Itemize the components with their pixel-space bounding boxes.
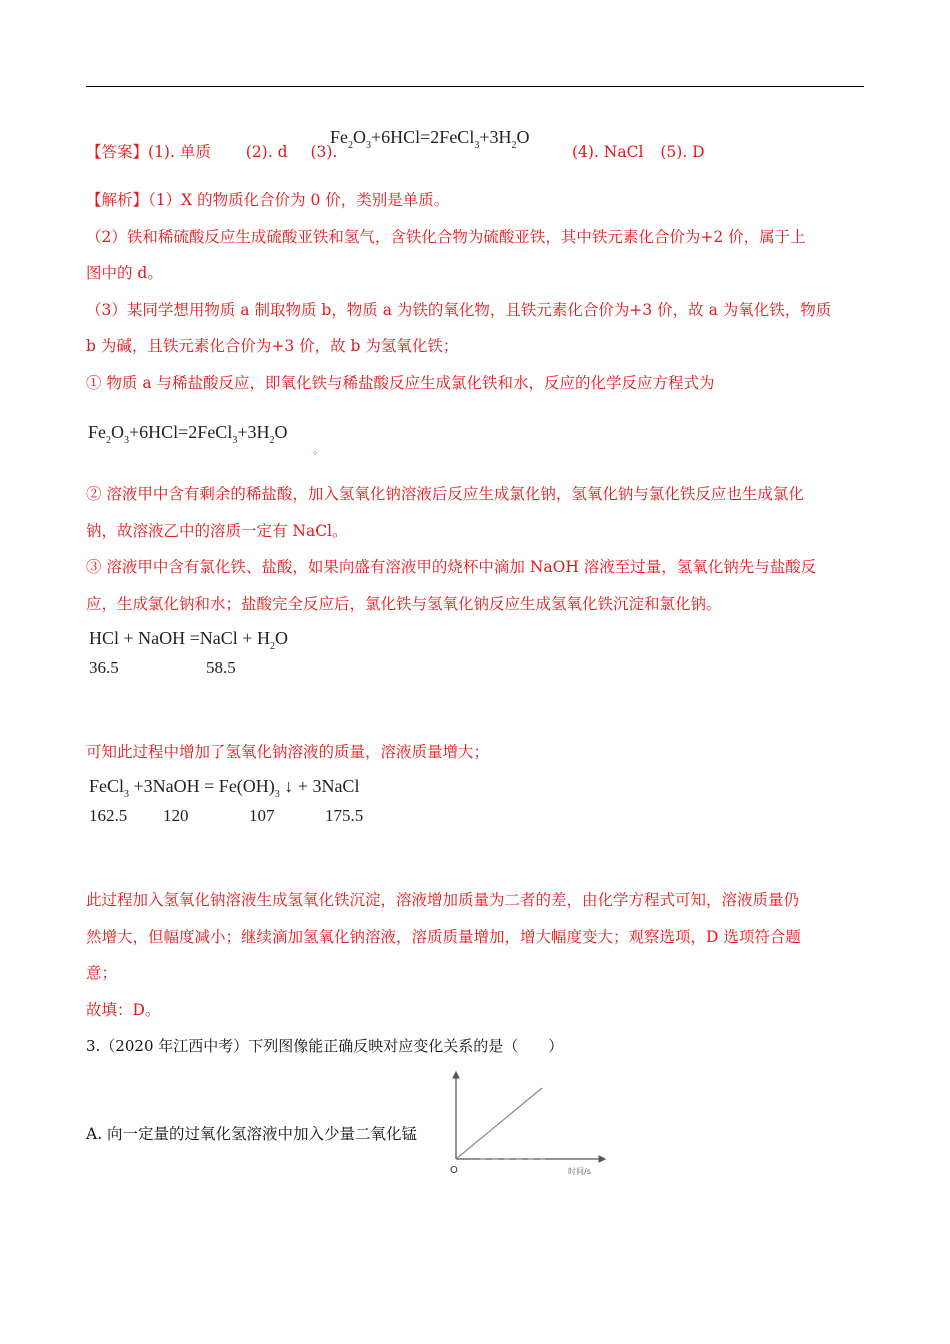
explanation-line-6: ① 物质 a 与稀盐酸反应，即氧化铁与稀盐酸反应生成氯化铁和水，反应的化学反应方程式为: [86, 374, 715, 392]
equation-fecl3-naoh: FeCl$_3$ +3NaOH = $Fe(OH)_3$ ↓ + 3NaCl: [89, 776, 360, 800]
explanation-line-9: ③ 溶液甲中含有氯化铁、盐酸，如果向盛有溶液甲的烧杯中滴加 NaOH 溶液至过量，氢氧化钠先与盐酸反: [86, 558, 817, 576]
equation-period: 。: [313, 443, 324, 456]
answer-part-2: (2). d: [245, 143, 288, 161]
explanation-line-8: 钠，故溶液乙中的溶质一定有 NaCl。: [86, 522, 348, 540]
explanation-line-13: 然增大，但幅度减小；继续滴加氢氧化钠溶液，溶质质量增加，增大幅度变大；观察选项，D 选项符合题: [86, 928, 801, 946]
option-a-graph: [440, 1064, 615, 1184]
graph-x-label: 时间/s: [568, 1167, 591, 1176]
question-stem: 3.（2020 年江西中考）下列图像能正确反映对应变化关系的是（ ）: [86, 1037, 564, 1055]
graph-origin: O: [450, 1165, 458, 1176]
header-rule: [86, 86, 864, 87]
mass-nacl: 58.5: [206, 658, 236, 677]
question-option-a: A. 向一定量的过氧化氢溶液中加入少量二氧化锰: [86, 1125, 418, 1143]
explanation-line-12: 此过程加入氢氧化钠溶液生成氢氧化铁沉淀，溶液增加质量为二者的差，由化学方程式可知，溶液质量仍: [86, 891, 800, 909]
explanation-line-15: 故填：D。: [86, 1001, 161, 1019]
explanation-line-10: 应，生成氯化钠和水；盐酸完全反应后，氯化铁与氢氧化钠反应生成氢氧化铁沉淀和氯化钠。: [86, 595, 722, 613]
answer-part-4: (4). NaCl: [572, 143, 644, 161]
explanation-label: 【解析】: [86, 191, 149, 209]
answer-part-1: (1). 单质: [148, 143, 211, 161]
answer-part-3: (3).: [310, 143, 338, 161]
explanation-line-1: 【解析】（1）X 的物质化合价为 0 价，类别是单质。: [86, 191, 450, 209]
graph-data-line: [456, 1088, 542, 1159]
mass-hcl: 36.5: [89, 658, 119, 677]
equation-fe2o3: $Fe_2O_3+6HCl=2FeCl_3+3H_2O$: [88, 422, 288, 446]
explanation-line-3: 图中的 d。: [86, 264, 163, 282]
mass-naoh: 120: [163, 806, 189, 825]
mass-nacl-2: 175.5: [325, 806, 364, 825]
mass-feoh3: 107: [249, 806, 275, 825]
answer-line-tail: [572, 142, 705, 162]
answer-line: [86, 142, 337, 162]
explanation-line-7: ② 溶液甲中含有剩余的稀盐酸，加入氢氧化钠溶液后反应生成氯化钠，氢氧化钠与氯化铁反应也生成氯化: [86, 485, 804, 503]
answer-part-5: (5). D: [660, 143, 705, 161]
answer-label: 【答案】: [86, 143, 149, 161]
equation-fe2o3-answer: $Fe_2O_3+6HCl=2FeCl_3+3H_2O$: [330, 127, 530, 151]
explanation-line-2: （2）铁和稀硫酸反应生成硫酸亚铁和氢气，含铁化合物为硫酸亚铁，其中铁元素化合价为+2 价，属于上: [86, 228, 806, 246]
explanation-line-11: 可知此过程中增加了氢氧化钠溶液的质量，溶液质量增大；: [86, 743, 490, 761]
equation-hcl-naoh: HCl + NaOH =NaCl + $H_2O$: [89, 628, 288, 652]
explanation-line-4: （3）某同学想用物质 a 制取物质 b，物质 a 为铁的氧化物，且铁元素化合价为+3 价，故 a 为氧化铁，物质: [86, 301, 832, 319]
explanation-line-14: 意；: [86, 964, 118, 982]
explanation-line-5: b 为碱，且铁元素化合价为+3 价，故 b 为氢氧化铁；: [86, 337, 459, 355]
mass-fecl3: 162.5: [89, 806, 128, 825]
